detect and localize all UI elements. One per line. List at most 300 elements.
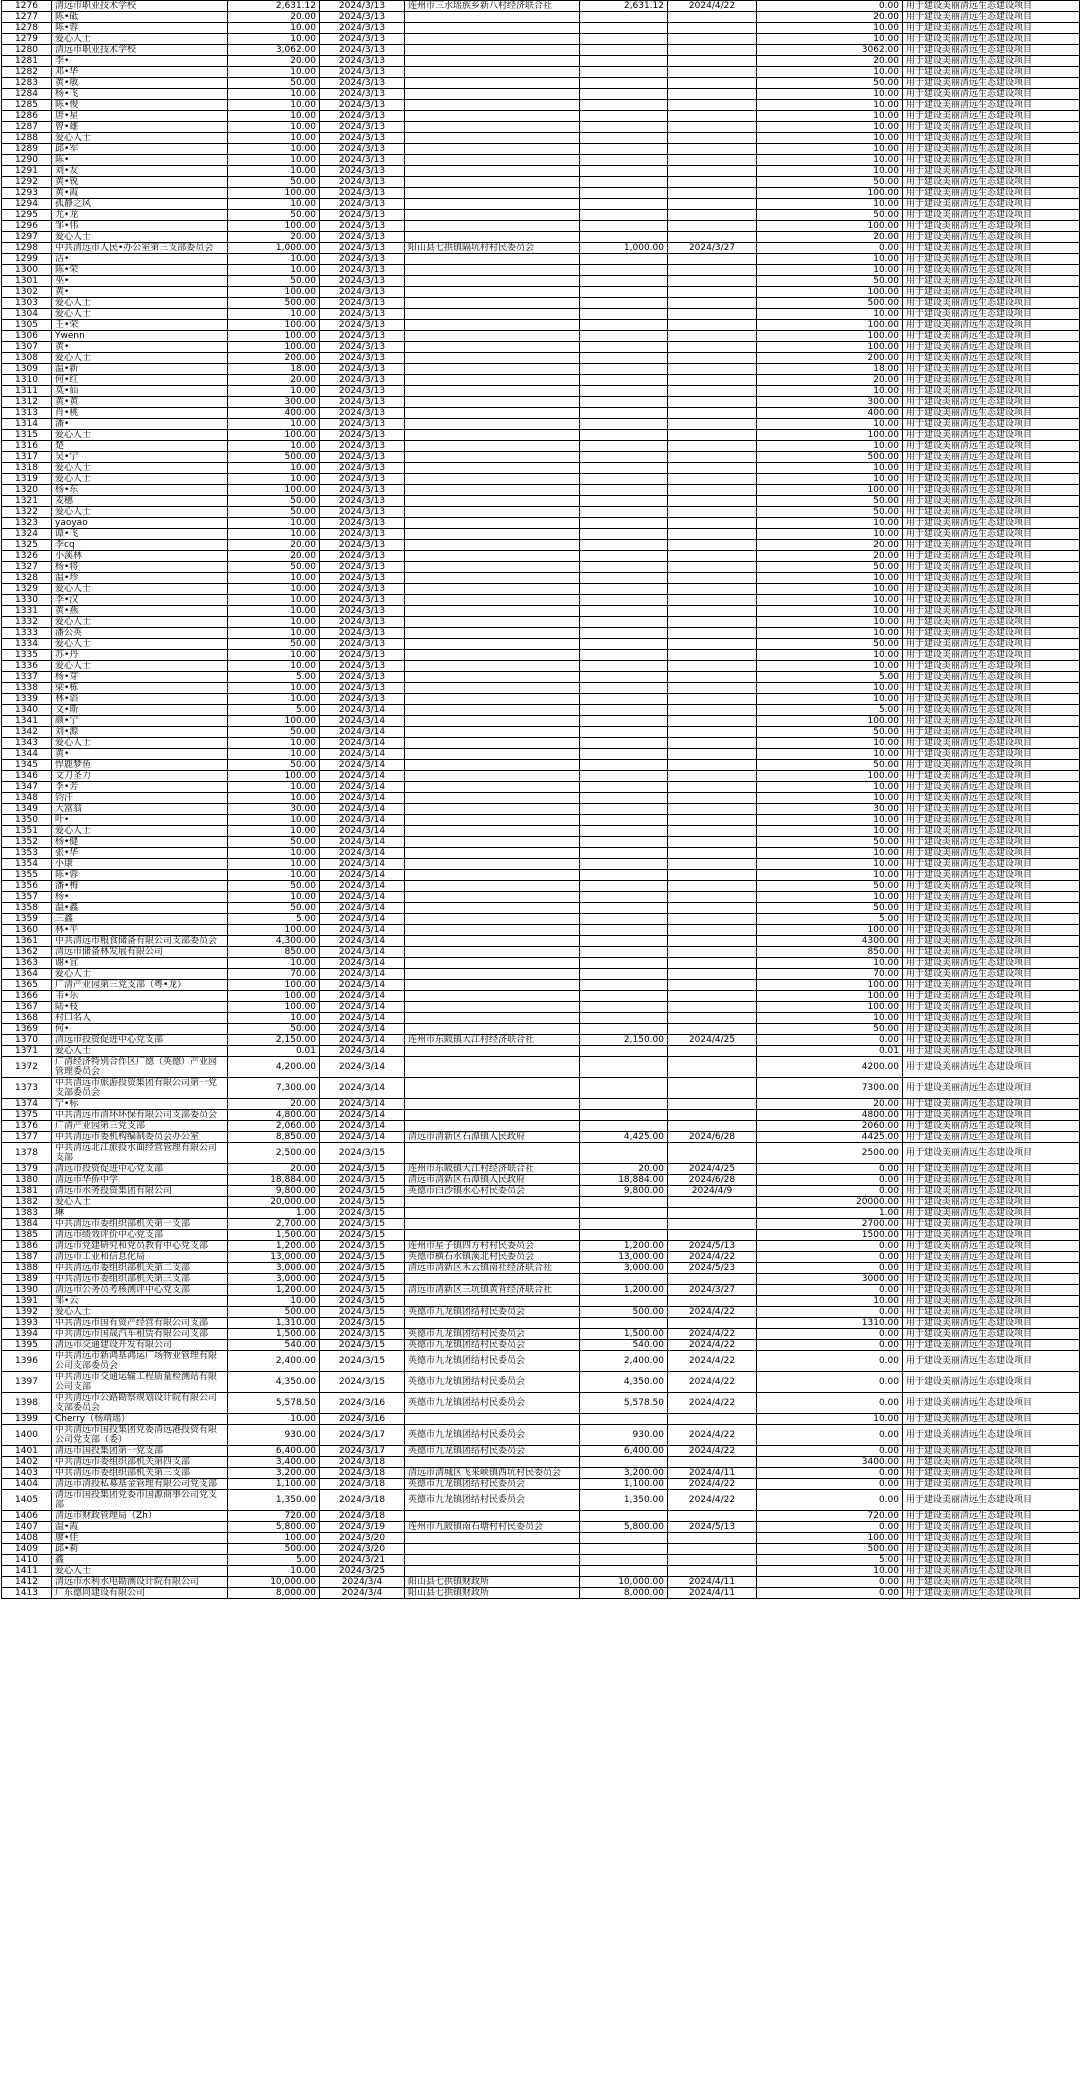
cell-donor: 中共清远市旅游投资集团有限公司第一党支部委员会: [52, 1078, 228, 1099]
cell-purpose: 用于建设美丽清远生态建设项目: [903, 397, 1080, 408]
cell-recipient: 英德市九龙镇团结村民委员会: [405, 1479, 580, 1490]
cell-recipient: [405, 353, 580, 364]
cell-date: 2024/3/13: [320, 232, 405, 243]
ledger-body: [2, 1, 1080, 1599]
cell-allocated: [580, 683, 668, 694]
cell-balance: 10.00: [757, 683, 903, 694]
cell-amount: 50.00: [228, 1024, 320, 1035]
cell-recipient: [405, 276, 580, 287]
cell-date: 2024/3/17: [320, 1425, 405, 1446]
cell-allocated: 13,000.00: [580, 1252, 668, 1263]
cell-seq: 1296: [2, 221, 52, 232]
cell-amount: 100.00: [228, 221, 320, 232]
cell-donor: 中共清远市委组织部机关第二支部: [52, 1263, 228, 1274]
cell-purpose: 用于建设美丽清远生态建设项目: [903, 309, 1080, 320]
cell-seq: 1375: [2, 1110, 52, 1121]
cell-seq: 1321: [2, 496, 52, 507]
cell-recipient: 英德市横石水镇溪北村民委员会: [405, 1252, 580, 1263]
cell-recipient: [405, 155, 580, 166]
cell-date: 2024/3/13: [320, 606, 405, 617]
cell-allocated: [580, 353, 668, 364]
cell-recipient: 清远市清新区禾云镇南社经济联合社: [405, 1263, 580, 1274]
cell-amount: 1,500.00: [228, 1329, 320, 1340]
cell-allocated: [580, 1121, 668, 1132]
cell-donor: 清远市储备林发展有限公司: [52, 947, 228, 958]
cell-purpose: 用于建设美丽清远生态建设项目: [903, 276, 1080, 287]
cell-date: 2024/3/13: [320, 507, 405, 518]
cell-donor: 潘公英: [52, 628, 228, 639]
cell-balance: 10.00: [757, 815, 903, 826]
cell-donor: 黄•敏: [52, 78, 228, 89]
cell-balance: 18.00: [757, 364, 903, 375]
cell-seq: 1403: [2, 1468, 52, 1479]
cell-alloc-date: [668, 925, 757, 936]
cell-seq: 1399: [2, 1414, 52, 1425]
cell-donor: 邓•华: [52, 67, 228, 78]
cell-recipient: [405, 1457, 580, 1468]
cell-date: 2024/3/13: [320, 463, 405, 474]
cell-amount: 20.00: [228, 540, 320, 551]
cell-donor: 爱心人士: [52, 1307, 228, 1318]
cell-recipient: [405, 1511, 580, 1522]
cell-alloc-date: [668, 672, 757, 683]
cell-seq: 1360: [2, 925, 52, 936]
cell-seq: 1304: [2, 309, 52, 320]
cell-seq: 1349: [2, 804, 52, 815]
cell-amount: 100.00: [228, 287, 320, 298]
cell-balance: 10.00: [757, 155, 903, 166]
cell-balance: 10.00: [757, 67, 903, 78]
cell-date: 2024/3/14: [320, 936, 405, 947]
table-row: [2, 1307, 1080, 1318]
cell-purpose: 用于建设美丽清远生态建设项目: [903, 463, 1080, 474]
table-row: [2, 1577, 1080, 1588]
cell-allocated: [580, 177, 668, 188]
cell-purpose: 用于建设美丽清远生态建设项目: [903, 540, 1080, 551]
cell-allocated: [580, 331, 668, 342]
cell-balance: 10.00: [757, 793, 903, 804]
cell-seq: 1408: [2, 1533, 52, 1544]
cell-balance: 2060.00: [757, 1121, 903, 1132]
cell-recipient: 连州市东陂镇大江村经济联合社: [405, 1164, 580, 1175]
cell-alloc-date: [668, 1457, 757, 1468]
cell-recipient: [405, 485, 580, 496]
cell-seq: 1386: [2, 1241, 52, 1252]
cell-recipient: [405, 221, 580, 232]
cell-amount: 10.00: [228, 892, 320, 903]
cell-recipient: [405, 1219, 580, 1230]
cell-seq: 1397: [2, 1372, 52, 1393]
cell-allocated: [580, 903, 668, 914]
cell-purpose: 用于建设美丽清远生态建设项目: [903, 1241, 1080, 1252]
cell-amount: 10.00: [228, 848, 320, 859]
cell-purpose: 用于建设美丽清远生态建设项目: [903, 12, 1080, 23]
cell-recipient: [405, 749, 580, 760]
cell-purpose: 用于建设美丽清远生态建设项目: [903, 738, 1080, 749]
cell-balance: 10.00: [757, 826, 903, 837]
cell-seq: 1361: [2, 936, 52, 947]
cell-seq: 1316: [2, 441, 52, 452]
cell-date: 2024/3/14: [320, 848, 405, 859]
cell-seq: 1377: [2, 1132, 52, 1143]
cell-allocated: [580, 848, 668, 859]
cell-purpose: 用于建设美丽清远生态建设项目: [903, 89, 1080, 100]
cell-balance: 0.00: [757, 1, 903, 12]
cell-allocated: [580, 914, 668, 925]
cell-recipient: [405, 518, 580, 529]
cell-amount: 10.00: [228, 166, 320, 177]
cell-allocated: [580, 342, 668, 353]
cell-recipient: [405, 661, 580, 672]
cell-date: 2024/3/15: [320, 1252, 405, 1263]
cell-amount: 1.00: [228, 1208, 320, 1219]
cell-date: 2024/3/15: [320, 1263, 405, 1274]
table-row: [2, 1078, 1080, 1099]
cell-alloc-date: [668, 1566, 757, 1577]
cell-purpose: 用于建设美丽清远生态建设项目: [903, 1577, 1080, 1588]
cell-amount: 50.00: [228, 837, 320, 848]
cell-amount: 2,150.00: [228, 1035, 320, 1046]
cell-alloc-date: [668, 298, 757, 309]
table-row: [2, 617, 1080, 628]
cell-purpose: 用于建设美丽清远生态建设项目: [903, 1555, 1080, 1566]
cell-date: 2024/3/13: [320, 518, 405, 529]
cell-date: 2024/3/15: [320, 1318, 405, 1329]
cell-amount: 10.00: [228, 441, 320, 452]
cell-seq: 1385: [2, 1230, 52, 1241]
cell-allocated: [580, 474, 668, 485]
cell-seq: 1300: [2, 265, 52, 276]
cell-donor: 黄•燕: [52, 606, 228, 617]
cell-amount: 50.00: [228, 78, 320, 89]
cell-alloc-date: [668, 727, 757, 738]
cell-purpose: 用于建设美丽清远生态建设项目: [903, 298, 1080, 309]
cell-recipient: [405, 1555, 580, 1566]
cell-donor: 陈•蓉: [52, 23, 228, 34]
cell-date: 2024/3/14: [320, 705, 405, 716]
cell-seq: 1390: [2, 1285, 52, 1296]
cell-seq: 1279: [2, 34, 52, 45]
cell-date: 2024/3/13: [320, 617, 405, 628]
cell-balance: 10.00: [757, 738, 903, 749]
cell-purpose: 用于建设美丽清远生态建设项目: [903, 1078, 1080, 1099]
cell-donor: 爱心人士: [52, 1046, 228, 1057]
cell-alloc-date: [668, 705, 757, 716]
table-row: [2, 1544, 1080, 1555]
cell-balance: 400.00: [757, 408, 903, 419]
cell-date: 2024/3/13: [320, 111, 405, 122]
cell-recipient: [405, 1046, 580, 1057]
cell-purpose: 用于建设美丽清远生态建设项目: [903, 1588, 1080, 1599]
cell-donor: 梁•栋: [52, 683, 228, 694]
cell-date: 2024/3/13: [320, 529, 405, 540]
cell-purpose: 用于建设美丽清远生态建设项目: [903, 1307, 1080, 1318]
cell-donor: 邹•伟: [52, 221, 228, 232]
cell-amount: 100.00: [228, 342, 320, 353]
cell-date: 2024/3/14: [320, 782, 405, 793]
cell-purpose: 用于建设美丽清远生态建设项目: [903, 892, 1080, 903]
cell-purpose: 用于建设美丽清远生态建设项目: [903, 441, 1080, 452]
cell-purpose: 用于建设美丽清远生态建设项目: [903, 1013, 1080, 1024]
cell-donor: 清远市投资促进中心党支部: [52, 1164, 228, 1175]
cell-alloc-date: [668, 254, 757, 265]
cell-date: 2024/3/14: [320, 760, 405, 771]
cell-balance: 10.00: [757, 1414, 903, 1425]
cell-donor: 广清产业园第三党支部（粤•龙）: [52, 980, 228, 991]
cell-balance: 10.00: [757, 870, 903, 881]
cell-alloc-date: [668, 474, 757, 485]
cell-balance: 50.00: [757, 760, 903, 771]
cell-allocated: [580, 804, 668, 815]
cell-allocated: [580, 408, 668, 419]
cell-purpose: 用于建设美丽清远生态建设项目: [903, 1414, 1080, 1425]
cell-allocated: [580, 430, 668, 441]
cell-purpose: 用于建设美丽清远生态建设项目: [903, 782, 1080, 793]
cell-balance: 0.00: [757, 243, 903, 254]
cell-allocated: [580, 870, 668, 881]
cell-alloc-date: 2024/4/25: [668, 1035, 757, 1046]
cell-purpose: 用于建设美丽清远生态建设项目: [903, 518, 1080, 529]
cell-recipient: [405, 848, 580, 859]
table-row: [2, 1479, 1080, 1490]
cell-seq: 1297: [2, 232, 52, 243]
cell-alloc-date: [668, 793, 757, 804]
cell-balance: 50.00: [757, 837, 903, 848]
cell-date: 2024/3/13: [320, 331, 405, 342]
cell-recipient: [405, 1230, 580, 1241]
cell-purpose: 用于建设美丽清远生态建设项目: [903, 903, 1080, 914]
cell-balance: 4800.00: [757, 1110, 903, 1121]
cell-allocated: [580, 793, 668, 804]
cell-amount: 100.00: [228, 771, 320, 782]
cell-date: 2024/3/13: [320, 265, 405, 276]
cell-seq: 1306: [2, 331, 52, 342]
cell-recipient: 英德市九龙镇团结村民委员会: [405, 1307, 580, 1318]
cell-recipient: [405, 166, 580, 177]
table-row: [2, 1219, 1080, 1230]
cell-allocated: [580, 815, 668, 826]
cell-amount: 10.00: [228, 144, 320, 155]
cell-seq: 1317: [2, 452, 52, 463]
cell-recipient: 英德市九龙镇团结村民委员会: [405, 1351, 580, 1372]
cell-balance: 10.00: [757, 661, 903, 672]
cell-seq: 1368: [2, 1013, 52, 1024]
cell-purpose: 用于建设美丽清远生态建设项目: [903, 507, 1080, 518]
cell-amount: 4,800.00: [228, 1110, 320, 1121]
cell-seq: 1381: [2, 1186, 52, 1197]
cell-purpose: 用于建设美丽清远生态建设项目: [903, 452, 1080, 463]
cell-recipient: [405, 1143, 580, 1164]
cell-seq: 1343: [2, 738, 52, 749]
table-row: [2, 826, 1080, 837]
cell-donor: 小康: [52, 859, 228, 870]
table-row: [2, 155, 1080, 166]
table-row: [2, 254, 1080, 265]
cell-date: 2024/3/14: [320, 914, 405, 925]
cell-date: 2024/3/15: [320, 1186, 405, 1197]
cell-donor: 爱心人士: [52, 309, 228, 320]
cell-allocated: 5,578.50: [580, 1393, 668, 1414]
cell-purpose: 用于建设美丽清远生态建设项目: [903, 1296, 1080, 1307]
cell-date: 2024/3/14: [320, 771, 405, 782]
cell-alloc-date: [668, 166, 757, 177]
cell-purpose: 用于建设美丽清远生态建设项目: [903, 705, 1080, 716]
table-row: [2, 815, 1080, 826]
table-row: [2, 562, 1080, 573]
cell-recipient: [405, 144, 580, 155]
cell-recipient: [405, 980, 580, 991]
cell-purpose: 用于建设美丽清远生态建设项目: [903, 1024, 1080, 1035]
cell-donor: 林•平: [52, 925, 228, 936]
table-row: [2, 1046, 1080, 1057]
cell-alloc-date: 2024/4/22: [668, 1425, 757, 1446]
cell-alloc-date: [668, 529, 757, 540]
cell-amount: 500.00: [228, 1307, 320, 1318]
cell-amount: 100.00: [228, 980, 320, 991]
cell-amount: 10.00: [228, 617, 320, 628]
cell-alloc-date: [668, 1057, 757, 1078]
cell-recipient: [405, 826, 580, 837]
cell-alloc-date: [668, 958, 757, 969]
cell-balance: 0.00: [757, 1164, 903, 1175]
cell-purpose: 用于建设美丽清远生态建设项目: [903, 364, 1080, 375]
cell-donor: 谢•宜: [52, 958, 228, 969]
cell-seq: 1352: [2, 837, 52, 848]
cell-alloc-date: 2024/4/11: [668, 1577, 757, 1588]
cell-allocated: [580, 1318, 668, 1329]
cell-amount: 50.00: [228, 276, 320, 287]
cell-balance: 500.00: [757, 298, 903, 309]
cell-seq: 1373: [2, 1078, 52, 1099]
cell-recipient: [405, 914, 580, 925]
cell-seq: 1398: [2, 1393, 52, 1414]
cell-donor: 叶•: [52, 815, 228, 826]
cell-date: 2024/3/13: [320, 375, 405, 386]
cell-balance: 10.00: [757, 309, 903, 320]
table-row: [2, 661, 1080, 672]
table-row: [2, 1372, 1080, 1393]
cell-allocated: [580, 155, 668, 166]
cell-date: 2024/3/13: [320, 551, 405, 562]
cell-alloc-date: [668, 188, 757, 199]
cell-purpose: 用于建设美丽清远生态建设项目: [903, 661, 1080, 672]
table-row: [2, 1035, 1080, 1046]
cell-donor: 邱•莉: [52, 1544, 228, 1555]
cell-alloc-date: [668, 562, 757, 573]
cell-alloc-date: 2024/4/22: [668, 1479, 757, 1490]
cell-donor: 王•荣: [52, 320, 228, 331]
cell-allocated: [580, 540, 668, 551]
cell-balance: 10.00: [757, 749, 903, 760]
cell-recipient: [405, 595, 580, 606]
cell-donor: 清远市投资促进中心党支部: [52, 1035, 228, 1046]
cell-allocated: [580, 1002, 668, 1013]
table-row: [2, 210, 1080, 221]
cell-alloc-date: 2024/5/23: [668, 1263, 757, 1274]
table-row: [2, 419, 1080, 430]
cell-seq: 1358: [2, 903, 52, 914]
cell-allocated: 1,200.00: [580, 1241, 668, 1252]
cell-donor: 楚: [52, 441, 228, 452]
cell-recipient: [405, 903, 580, 914]
cell-purpose: 用于建设美丽清远生态建设项目: [903, 1219, 1080, 1230]
table-row: [2, 683, 1080, 694]
cell-alloc-date: [668, 1555, 757, 1566]
cell-amount: 4,350.00: [228, 1372, 320, 1393]
cell-date: 2024/3/15: [320, 1372, 405, 1393]
cell-balance: 0.00: [757, 1588, 903, 1599]
cell-balance: 10.00: [757, 595, 903, 606]
cell-amount: 50.00: [228, 727, 320, 738]
table-row: [2, 144, 1080, 155]
cell-allocated: [580, 716, 668, 727]
cell-recipient: [405, 584, 580, 595]
cell-allocated: [580, 1208, 668, 1219]
cell-alloc-date: [668, 1002, 757, 1013]
cell-donor: 林•滔: [52, 694, 228, 705]
cell-amount: 100.00: [228, 320, 320, 331]
cell-date: 2024/3/13: [320, 298, 405, 309]
cell-seq: 1299: [2, 254, 52, 265]
table-row: [2, 804, 1080, 815]
cell-seq: 1309: [2, 364, 52, 375]
cell-recipient: [405, 320, 580, 331]
cell-purpose: 用于建设美丽清远生态建设项目: [903, 320, 1080, 331]
cell-recipient: [405, 1121, 580, 1132]
cell-date: 2024/3/14: [320, 980, 405, 991]
cell-allocated: 1,350.00: [580, 1490, 668, 1511]
cell-amount: 50.00: [228, 210, 320, 221]
cell-alloc-date: [668, 782, 757, 793]
table-row: [2, 177, 1080, 188]
cell-purpose: 用于建设美丽清远生态建设项目: [903, 1468, 1080, 1479]
cell-donor: 黄•锐: [52, 177, 228, 188]
cell-date: 2024/3/13: [320, 254, 405, 265]
table-row: [2, 1533, 1080, 1544]
table-row: [2, 1566, 1080, 1577]
cell-seq: 1307: [2, 342, 52, 353]
cell-donor: 爱心人士: [52, 353, 228, 364]
cell-balance: 10.00: [757, 650, 903, 661]
cell-purpose: 用于建设美丽清远生态建设项目: [903, 1143, 1080, 1164]
cell-balance: 10.00: [757, 254, 903, 265]
cell-donor: 爱心人士: [52, 133, 228, 144]
cell-amount: 7,300.00: [228, 1078, 320, 1099]
cell-purpose: 用于建设美丽清远生态建设项目: [903, 45, 1080, 56]
cell-allocated: [580, 111, 668, 122]
cell-date: 2024/3/15: [320, 1340, 405, 1351]
cell-donor: 黄•: [52, 749, 228, 760]
cell-alloc-date: 2024/4/25: [668, 1164, 757, 1175]
cell-purpose: 用于建设美丽清远生态建设项目: [903, 1197, 1080, 1208]
cell-date: 2024/3/13: [320, 694, 405, 705]
cell-alloc-date: 2024/5/13: [668, 1241, 757, 1252]
cell-donor: 清远市工业和信息化局: [52, 1252, 228, 1263]
cell-recipient: [405, 12, 580, 23]
cell-amount: 13,000.00: [228, 1252, 320, 1263]
cell-donor: 杨•: [52, 892, 228, 903]
cell-recipient: [405, 419, 580, 430]
cell-amount: 10.00: [228, 529, 320, 540]
cell-balance: 20.00: [757, 551, 903, 562]
table-row: [2, 1329, 1080, 1340]
cell-alloc-date: [668, 1208, 757, 1219]
cell-recipient: [405, 716, 580, 727]
cell-balance: 100.00: [757, 430, 903, 441]
cell-amount: 20,000.00: [228, 1197, 320, 1208]
cell-amount: 9,800.00: [228, 1186, 320, 1197]
cell-alloc-date: [668, 485, 757, 496]
